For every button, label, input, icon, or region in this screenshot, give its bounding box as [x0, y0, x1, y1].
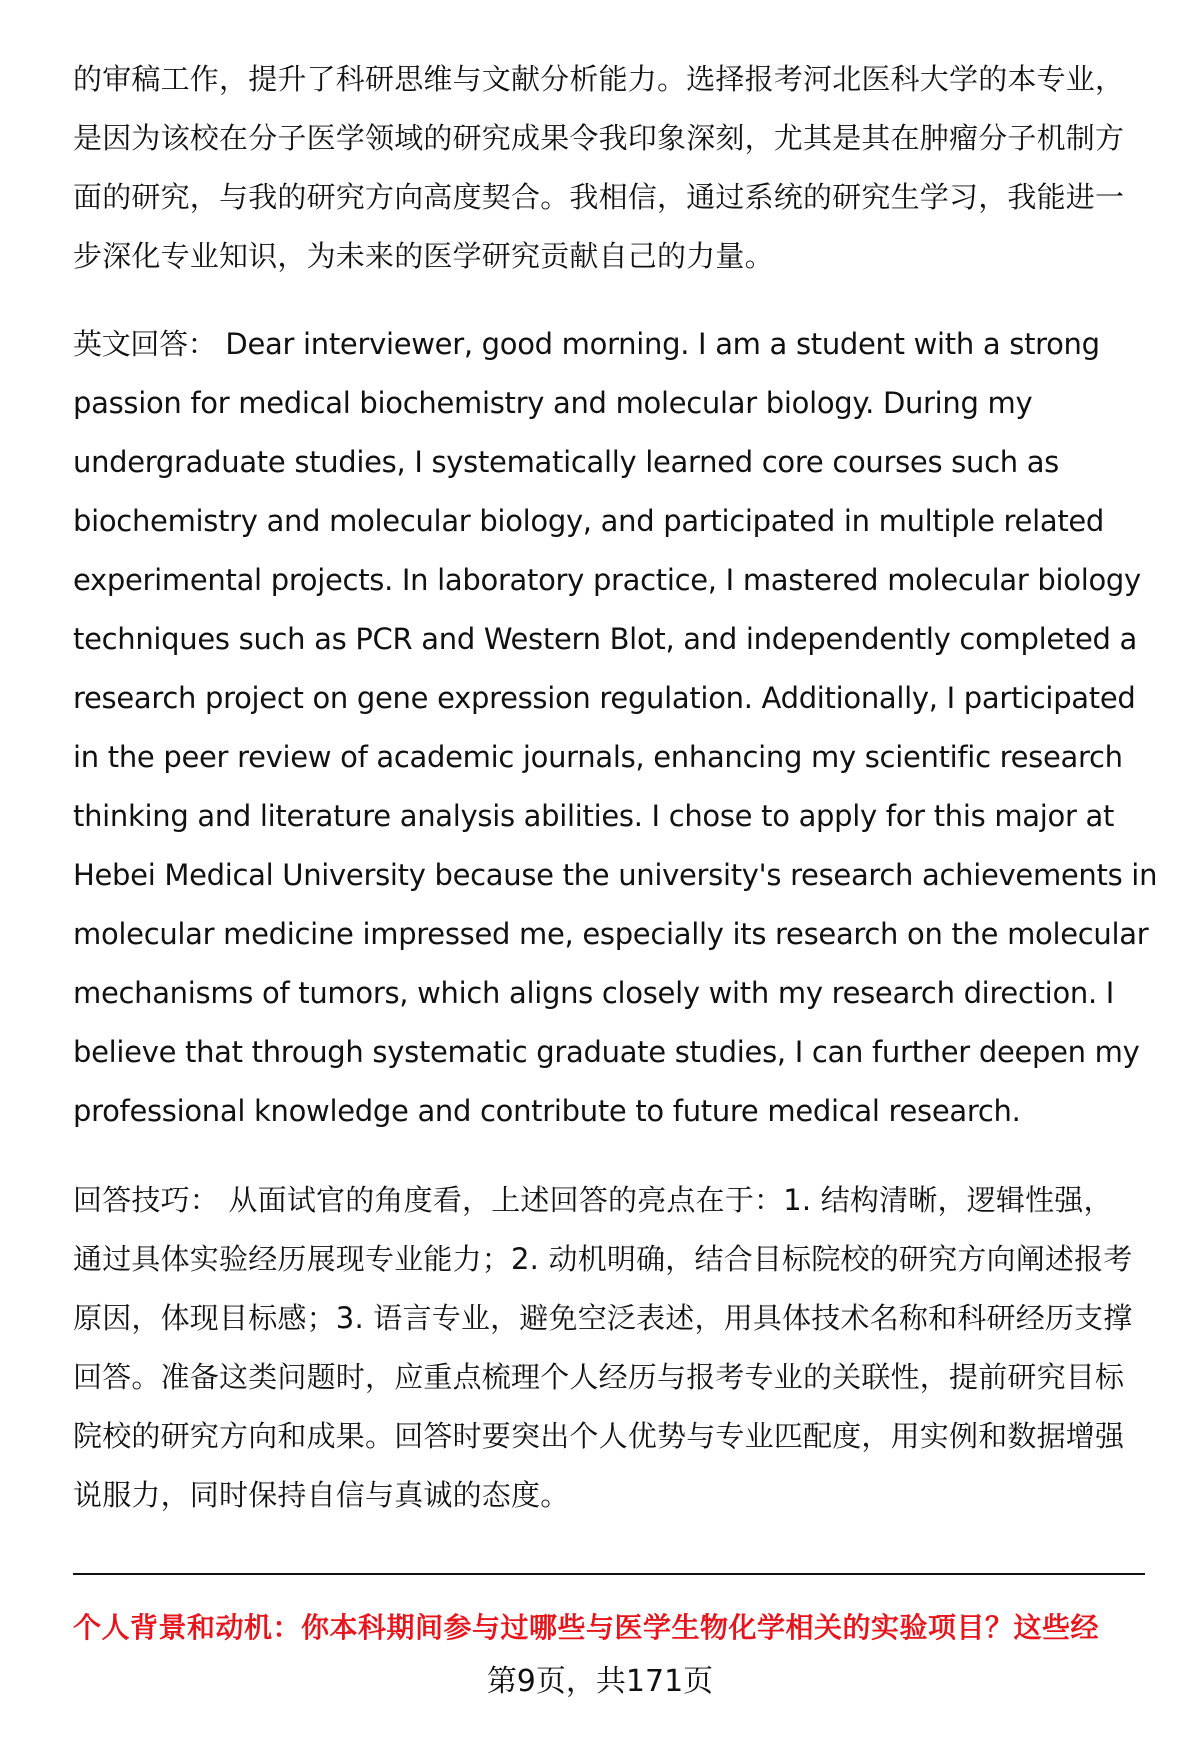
text-line: Hebei Medical University because the university's research achievements in: [73, 858, 1158, 892]
text-line: 面的研究，与我的研究方向高度契合。我相信，通过系统的研究生学习，我能进一: [73, 180, 1125, 214]
text-line: experimental projects. In laboratory practice, I mastered molecular biology: [73, 563, 1141, 597]
text-line: techniques such as PCR and Western Blot, and independently completed a: [73, 622, 1137, 656]
text-line: 说服力，同时保持自信与真诚的态度。: [73, 1478, 570, 1512]
text-line: mechanisms of tumors, which aligns closely with my research direction. I: [73, 976, 1115, 1010]
section-divider: [73, 1573, 1145, 1575]
text-line: 步深化专业知识，为未来的医学研究贡献自己的力量。: [73, 239, 774, 273]
text-line: 回答。准备这类问题时，应重点梳理个人经历与报考专业的关联性，提前研究目标: [73, 1360, 1125, 1394]
text-line: professional knowledge and contribute to future medical research.: [73, 1094, 1021, 1128]
text-line: 通过具体实验经历展现专业能力；2. 动机明确，结合目标院校的研究方向阐述报考: [73, 1242, 1133, 1276]
text-line: biochemistry and molecular biology, and participated in multiple related: [73, 504, 1105, 538]
text-line: 回答技巧： 从面试官的角度看，上述回答的亮点在于：1. 结构清晰，逻辑性强，: [73, 1183, 1113, 1217]
text-line: research project on gene expression regulation. Additionally, I participated: [73, 681, 1136, 715]
text-line: molecular medicine impressed me, especially its research on the molecular: [73, 917, 1149, 951]
answer-chinese-paragraph: [73, 50, 1153, 286]
text-line: undergraduate studies, I systematically learned core courses such as: [73, 445, 1059, 479]
next-question-heading: 个人背景和动机：你本科期间参与过哪些与医学生物化学相关的实验项目？这些经: [73, 1611, 1100, 1644]
text-line: believe that through systematic graduate studies, I can further deepen my: [73, 1035, 1140, 1069]
text-line: 是因为该校在分子医学领域的研究成果令我印象深刻，尤其是其在肿瘤分子机制方: [73, 121, 1125, 155]
answer-english-paragraph: [73, 315, 1158, 1141]
text-line: 英文回答： Dear interviewer, good morning. I am a student with a strong: [73, 327, 1100, 361]
answer-tips-paragraph: [73, 1171, 1153, 1525]
text-line: in the peer review of academic journals, enhancing my scientific research: [73, 740, 1123, 774]
text-line: thinking and literature analysis abilities. I chose to apply for this major at: [73, 799, 1115, 833]
page-number: 第9页，共171页: [486, 1664, 714, 1699]
text-line: 院校的研究方向和成果。回答时要突出个人优势与专业匹配度，用实例和数据增强: [73, 1419, 1125, 1453]
text-line: 原因，体现目标感；3. 语言专业，避免空泛表述，用具体技术名称和科研经历支撑: [73, 1301, 1133, 1335]
text-line: passion for medical biochemistry and molecular biology. During my: [73, 386, 1033, 420]
text-line: 的审稿工作，提升了科研思维与文献分析能力。选择报考河北医科大学的本专业，: [73, 62, 1125, 96]
